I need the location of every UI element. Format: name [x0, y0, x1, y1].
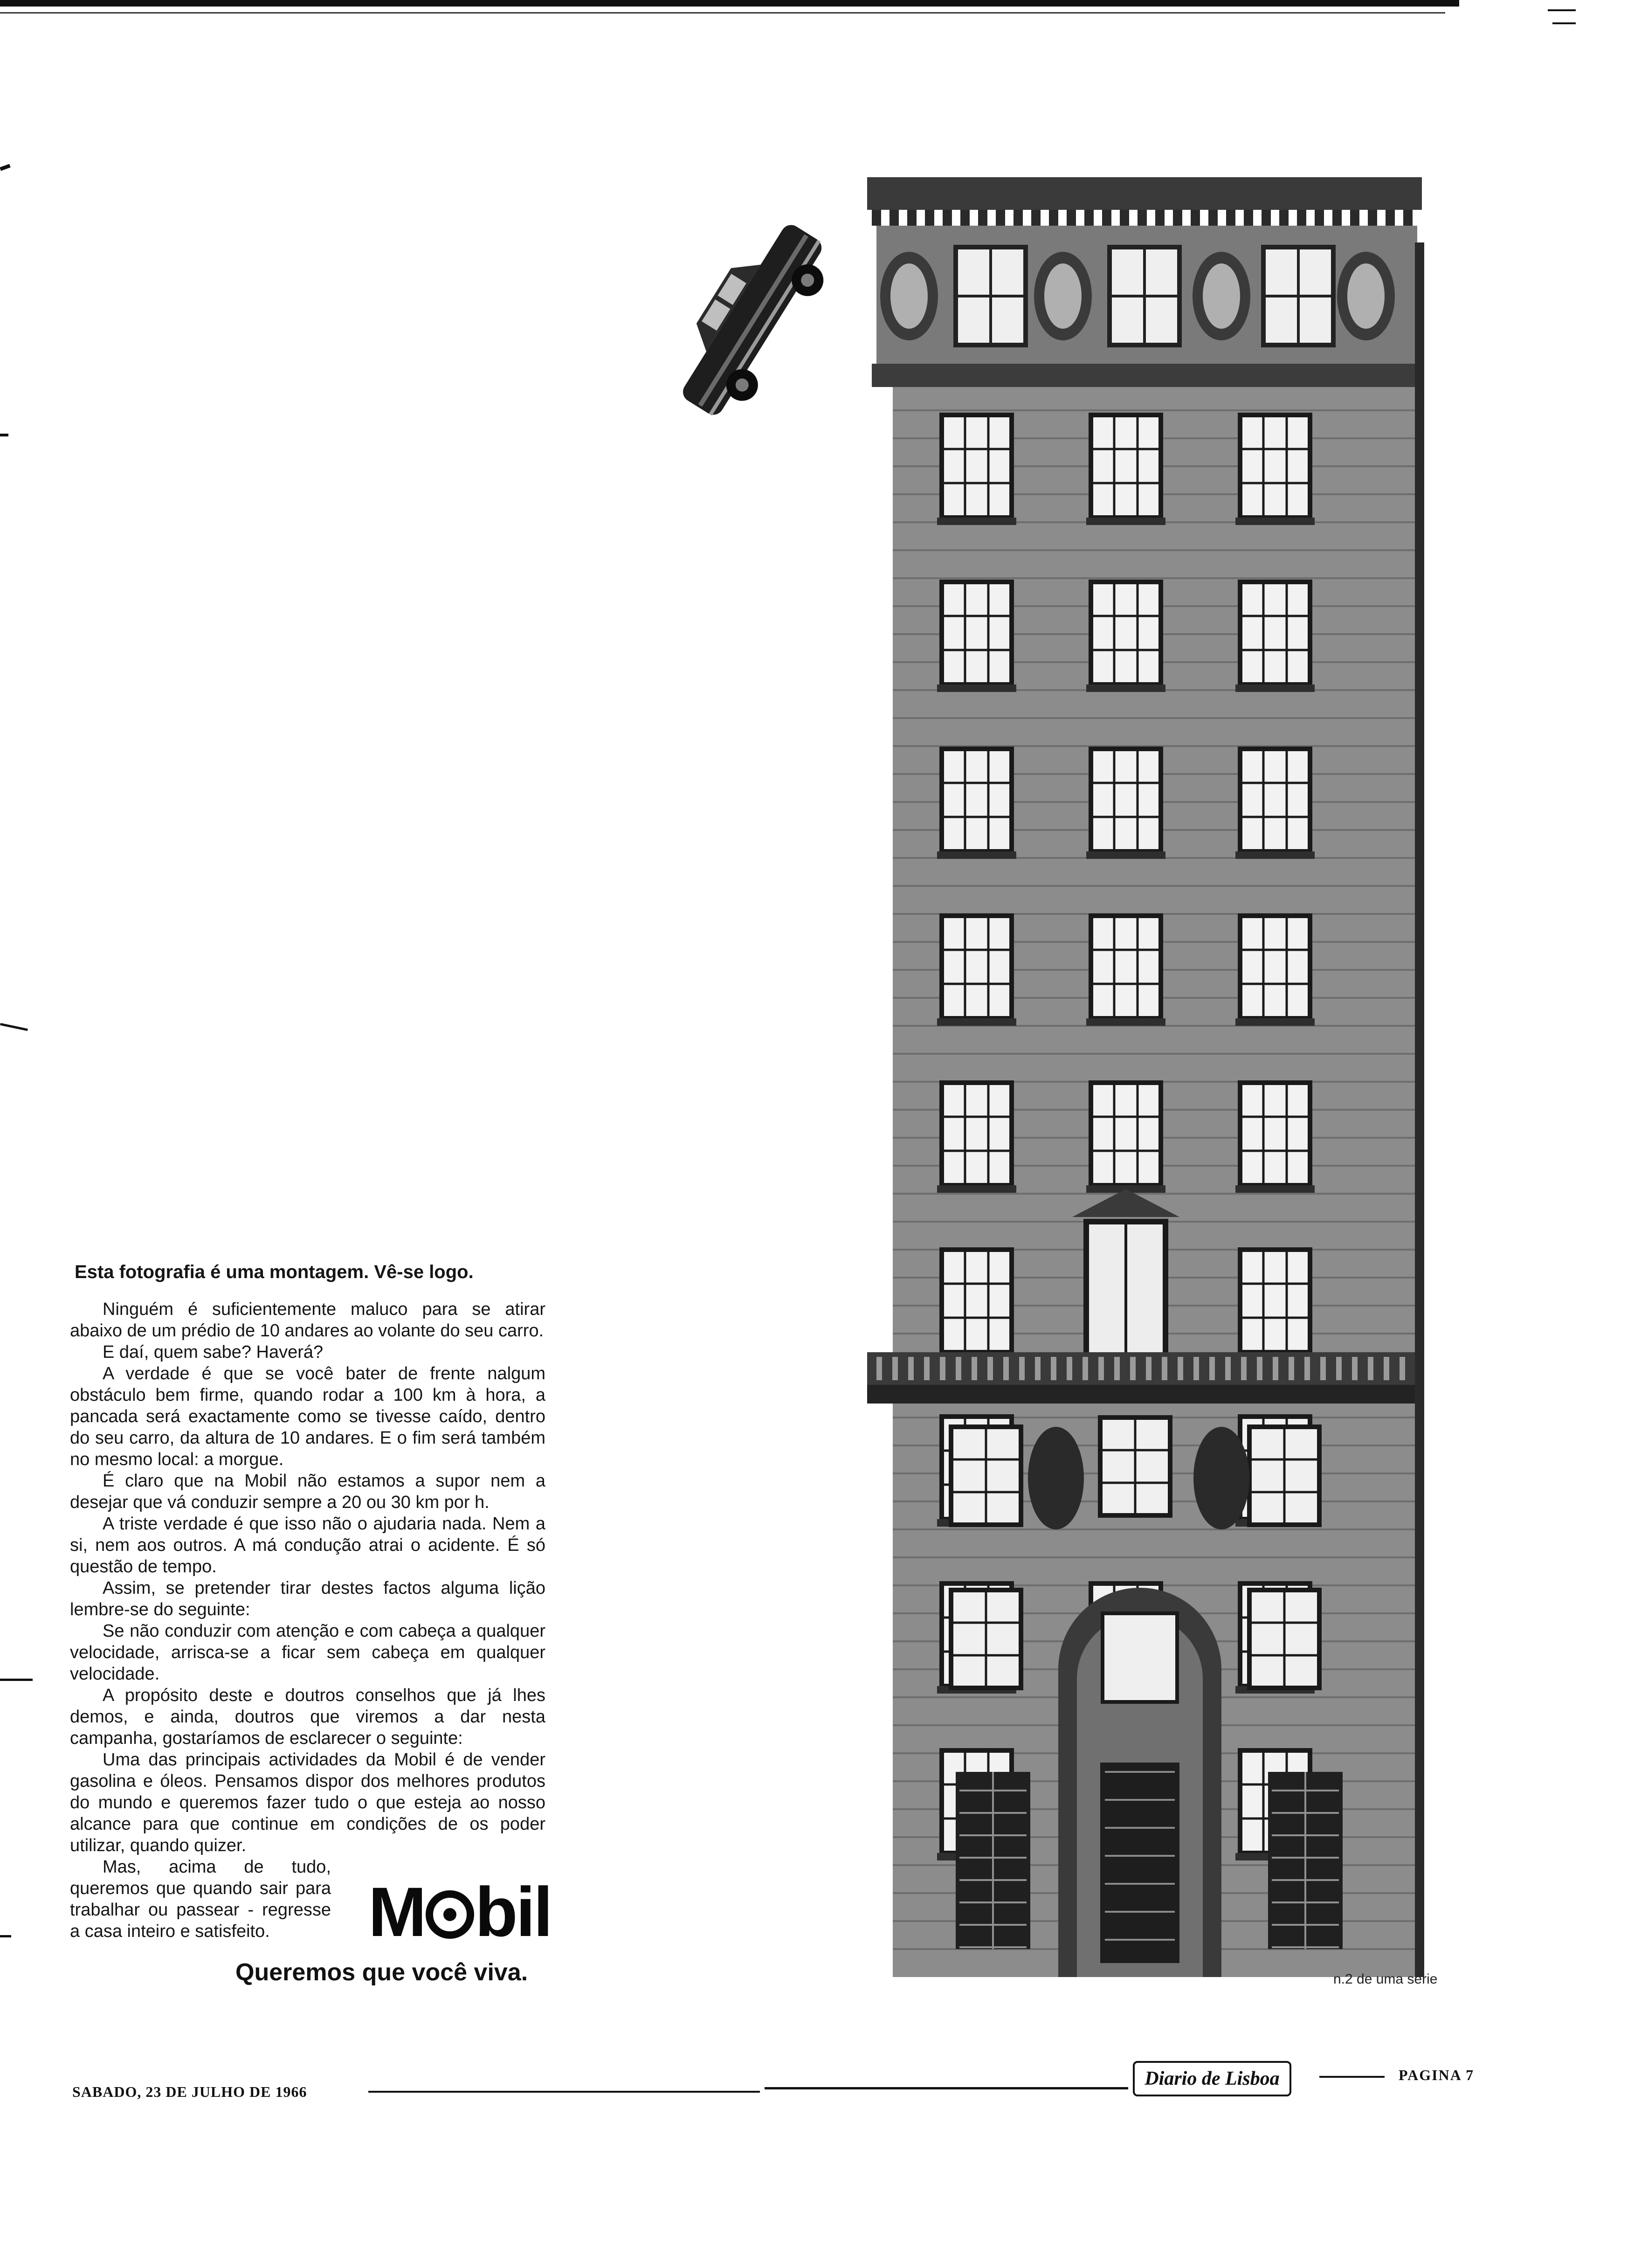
dentil: [1031, 210, 1041, 226]
ad-paragraph: É claro que na Mobil não estamos a supor nem a desejar que vá conduzir sempre a 20 ou 30 km por h.: [70, 1471, 545, 1512]
margin-mark: [0, 434, 8, 436]
window: [1091, 749, 1161, 851]
window-sill: [1235, 685, 1315, 692]
medallion-figure: [1347, 263, 1385, 329]
baluster: [1083, 1357, 1088, 1380]
baluster: [924, 1357, 930, 1380]
dentil: [1403, 210, 1413, 226]
dentil: [1067, 210, 1076, 226]
baluster: [1320, 1357, 1326, 1380]
window: [1103, 1613, 1177, 1702]
entrance-door: [1100, 1763, 1179, 1963]
dentil: [960, 210, 970, 226]
window-sill: [1086, 685, 1165, 692]
dentil: [1368, 210, 1377, 226]
window: [942, 749, 1012, 851]
dentil: [1244, 210, 1253, 226]
ad-closing: Mas, acima de tudo, queremos que quando sair para trabalhar ou passear - regresse a casa inteiro e satisfeito.: [70, 1857, 331, 1941]
window: [942, 582, 1012, 685]
medallion-figure: [1044, 263, 1082, 329]
ad-paragraph: A propósito deste e doutros conselhos que já lhes demos, e ainda, doutros que viremos a dar nesta campanha, gostaríamos de esclarecer o seguinte:: [70, 1686, 545, 1748]
dentil: [1138, 210, 1147, 226]
dentil: [1279, 210, 1289, 226]
dentil: [1120, 210, 1129, 226]
dentil: [1315, 210, 1324, 226]
margin-mark: [0, 164, 11, 171]
cornice: [867, 177, 1422, 210]
baluster: [940, 1357, 945, 1380]
logo-text-end: bil: [475, 1873, 551, 1951]
window: [1240, 1250, 1310, 1352]
margin-mark: [1548, 9, 1576, 11]
baluster: [1289, 1357, 1294, 1380]
dentil: [1297, 210, 1306, 226]
footer-rule: [765, 2087, 1128, 2089]
dentil: [996, 210, 1005, 226]
dentil: [925, 210, 934, 226]
top-rule-thin: [0, 12, 1445, 14]
ad-paragraph: Assim, se pretender tirar destes factos alguma lição lembre-se do seguinte:: [70, 1578, 545, 1619]
masthead-logo: Diario de Lisboa: [1133, 2061, 1291, 2096]
dentil: [1014, 210, 1023, 226]
dentil: [1386, 210, 1395, 226]
mobil-o-icon: [426, 1890, 474, 1939]
top-rule: [0, 0, 1459, 7]
baluster: [972, 1357, 977, 1380]
window: [942, 415, 1012, 518]
dentil: [1226, 210, 1235, 226]
baluster: [876, 1357, 882, 1380]
baluster: [1162, 1357, 1167, 1380]
baluster: [1067, 1357, 1072, 1380]
footer-date: SABADO, 23 DE JULHO DE 1966: [72, 2083, 307, 2100]
dentil: [1155, 210, 1165, 226]
window-sill: [937, 1018, 1016, 1026]
window: [1240, 415, 1310, 518]
margin-mark: [0, 1679, 33, 1681]
ad-paragraph: Se não conduzir com atenção e com cabeça a qualquer velocidade, arrisca-se a ficar sem cabeça em qualquer velocidade.: [70, 1621, 545, 1684]
balcony-slab: [867, 1385, 1422, 1404]
facade-edge: [1415, 242, 1424, 1977]
baluster: [1098, 1357, 1104, 1380]
baluster: [908, 1357, 914, 1380]
dentil: [1332, 210, 1342, 226]
balcony: [867, 1352, 1417, 1385]
baluster: [1304, 1357, 1310, 1380]
baluster: [1273, 1357, 1278, 1380]
attic-ledge: [872, 364, 1422, 387]
logo-text-start: M: [368, 1873, 425, 1951]
window-sill: [1235, 851, 1315, 859]
baluster: [1178, 1357, 1183, 1380]
ad-headline: Esta fotografia é uma montagem. Vê-se logo.: [75, 1262, 474, 1282]
window-sill: [1235, 1185, 1315, 1193]
photo-caption: n.2 de uma série: [1333, 1971, 1438, 1987]
ad-paragraph: E daí, quem sabe? Haverá?: [103, 1342, 324, 1362]
ad-copy: [70, 1261, 545, 1942]
window-sill: [1235, 518, 1315, 525]
margin-mark: [1552, 22, 1576, 24]
baluster: [1130, 1357, 1136, 1380]
baluster: [1257, 1357, 1262, 1380]
baluster: [1035, 1357, 1041, 1380]
baluster: [956, 1357, 961, 1380]
footer-rule: [368, 2091, 760, 2093]
window-sill: [937, 518, 1016, 525]
window-sill: [1086, 1018, 1165, 1026]
medallion-figure: [890, 263, 928, 329]
window-sill: [937, 851, 1016, 859]
window: [1091, 1083, 1161, 1185]
baluster: [1336, 1357, 1342, 1380]
dentil: [1191, 210, 1200, 226]
medallion-figure: [1203, 263, 1240, 329]
baluster: [1003, 1357, 1009, 1380]
window-sill: [937, 1185, 1016, 1193]
window-sill: [1235, 1018, 1315, 1026]
window: [1240, 916, 1310, 1018]
dentil: [889, 210, 899, 226]
dentil: [1049, 210, 1058, 226]
window-sill: [937, 685, 1016, 692]
baluster: [1384, 1357, 1389, 1380]
window: [942, 1083, 1012, 1185]
window: [1240, 582, 1310, 685]
baluster: [1368, 1357, 1373, 1380]
baluster: [1114, 1357, 1120, 1380]
window-sill: [1086, 851, 1165, 859]
baluster: [1193, 1357, 1199, 1380]
baluster: [1225, 1357, 1231, 1380]
ad-paragraph: A triste verdade é que isso não o ajudaria nada. Nem a si, nem aos outros. A má condução atrai o acidente. É só questão de tempo.: [70, 1514, 545, 1577]
dentil: [1208, 210, 1218, 226]
baluster: [1241, 1357, 1247, 1380]
dentil: [1350, 210, 1359, 226]
baluster: [1051, 1357, 1056, 1380]
ad-paragraph: A verdade é que se você bater de frente nalgum obstáculo bem firme, quando rodar a 100 km à hora, a pancada será exactamente como se tivesse caído, dentro do seu carro, da altura de 10 andares. E o fim será também no mesmo local: a morgue.: [70, 1364, 545, 1469]
baluster: [1209, 1357, 1215, 1380]
dentil: [872, 210, 881, 226]
footer-rule: [1319, 2076, 1385, 2078]
window: [942, 1250, 1012, 1352]
dentil: [978, 210, 987, 226]
ad-paragraph: Uma das principais actividades da Mobil é de vender gasolina e óleos. Pensamos dispor dos melhores produtos do mundo e queremos fazer tudo o que esteja ao nosso alcance para que continue em condições de os poder utilizar, quando quizer.: [70, 1750, 545, 1855]
window: [942, 916, 1012, 1018]
window: [1091, 415, 1161, 518]
dentil: [1173, 210, 1182, 226]
dentil: [1102, 210, 1111, 226]
baluster: [1400, 1357, 1405, 1380]
window: [1240, 749, 1310, 851]
falling-car-image: [667, 214, 844, 429]
margin-mark: [0, 1935, 11, 1937]
window-sill: [1086, 518, 1165, 525]
mobil-logo: [368, 1873, 551, 1951]
window: [1240, 1083, 1310, 1185]
baluster: [1352, 1357, 1358, 1380]
dentil: [1084, 210, 1094, 226]
dentil: [1262, 210, 1271, 226]
baluster: [987, 1357, 993, 1380]
dentil: [907, 210, 917, 226]
dentil: [943, 210, 952, 226]
ad-tagline: Queremos que você viva.: [235, 1959, 528, 1986]
baluster: [1019, 1357, 1025, 1380]
page-number: PAGINA 7: [1399, 2067, 1475, 2083]
window: [1091, 916, 1161, 1018]
margin-mark: [0, 1023, 28, 1031]
baluster: [1146, 1357, 1151, 1380]
ad-paragraph: Ninguém é suficientemente maluco para se atirar abaixo de um prédio de 10 andares ao volante do seu carro.: [70, 1300, 545, 1341]
carved-bracket: [1028, 1427, 1084, 1529]
building-photo: [867, 177, 1455, 1977]
baluster: [892, 1357, 898, 1380]
carved-bracket: [1193, 1427, 1249, 1529]
window: [1091, 582, 1161, 685]
